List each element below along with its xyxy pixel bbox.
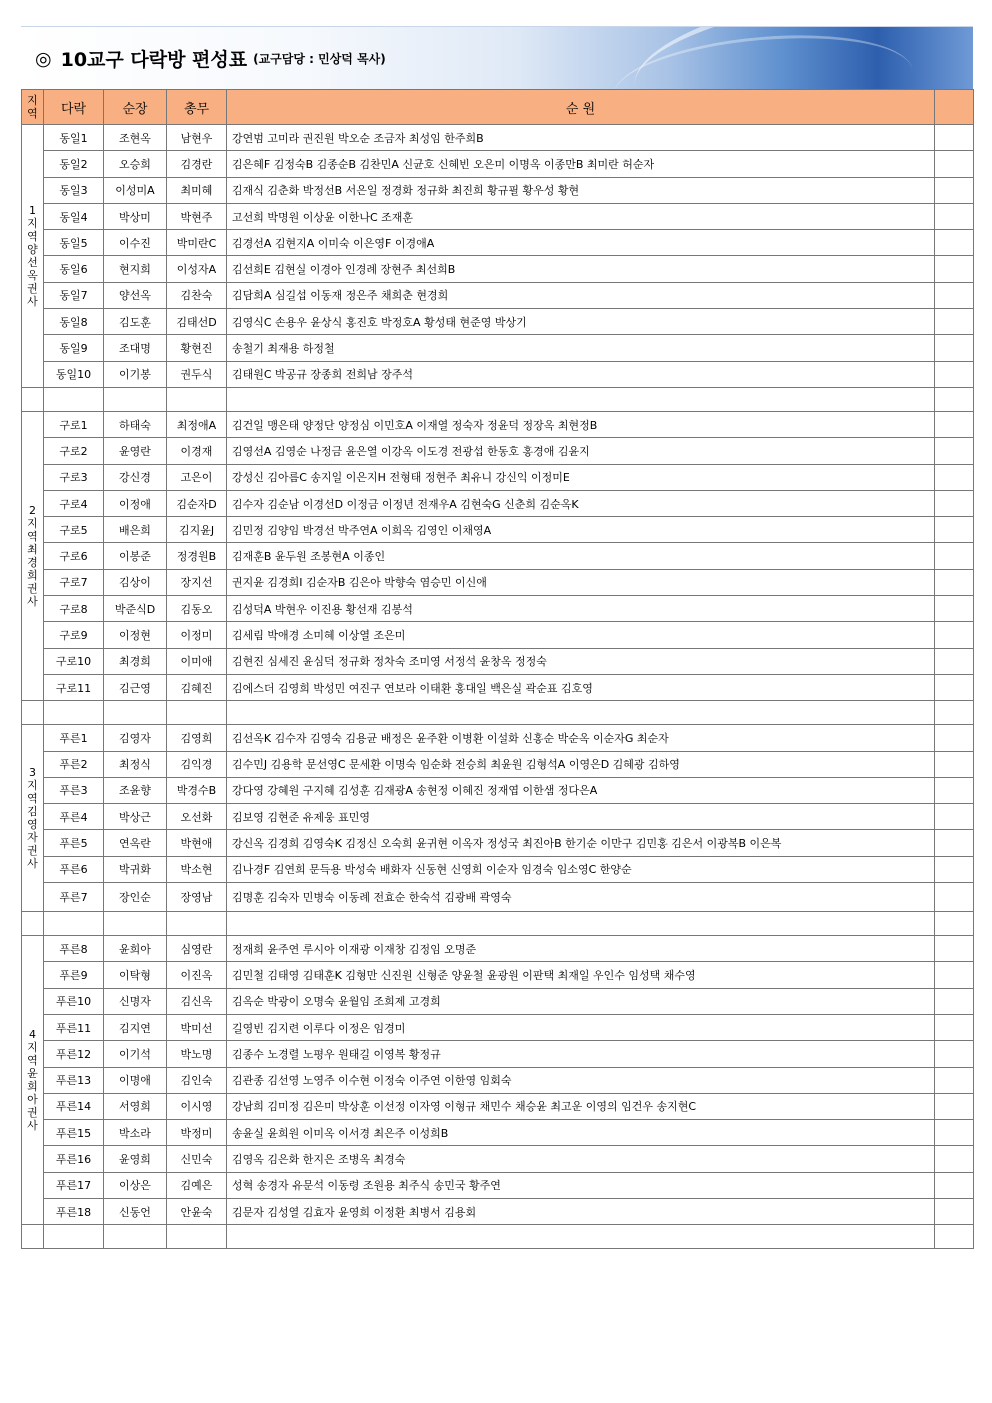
region-label-text: 3 지역 김영자 권사 — [27, 766, 38, 871]
extra-cell — [935, 777, 974, 803]
group-name-cell: 푸른8 — [44, 936, 104, 962]
table-row — [22, 203, 974, 229]
column-header-secretary: 총무 — [167, 90, 227, 125]
secretary-cell: 박미선 — [167, 1014, 227, 1040]
secretary-cell: 이경재 — [167, 438, 227, 464]
secretary-cell: 최정애A — [167, 411, 227, 437]
group-name-cell: 푸른9 — [44, 962, 104, 988]
table-row — [22, 936, 974, 962]
secretary-cell: 김영희 — [167, 725, 227, 751]
table-row — [22, 177, 974, 203]
extra-cell — [935, 883, 974, 912]
blank-cell — [227, 912, 935, 936]
table-row — [22, 569, 974, 595]
leader-cell: 박상미 — [104, 203, 167, 229]
leader-cell: 이봉준 — [104, 543, 167, 569]
blank-cell — [935, 1225, 974, 1249]
double-circle-icon: ◎ — [35, 47, 52, 70]
group-name-cell: 구로9 — [44, 622, 104, 648]
leader-cell: 조대명 — [104, 335, 167, 361]
table-row — [22, 1198, 974, 1224]
secretary-cell: 고은이 — [167, 464, 227, 490]
region-label — [22, 411, 44, 700]
column-header-region: 지역 — [22, 90, 44, 125]
page-title: 10교구 다락방 편성표 — [60, 49, 248, 71]
blank-cell — [167, 701, 227, 725]
members-cell: 김은혜F 김정숙B 김종순B 김찬민A 신균호 신혜빈 오은미 이명옥 이종만B 최미란 허순자 — [227, 151, 935, 177]
blank-cell — [44, 387, 104, 411]
group-name-cell: 푸른5 — [44, 830, 104, 856]
blank-separator-row — [22, 1225, 974, 1249]
table-row — [22, 151, 974, 177]
secretary-cell: 황현진 — [167, 335, 227, 361]
group-name-cell: 동일4 — [44, 203, 104, 229]
secretary-cell: 김경란 — [167, 151, 227, 177]
leader-cell: 연옥란 — [104, 830, 167, 856]
secretary-cell: 김동오 — [167, 596, 227, 622]
leader-cell: 김지연 — [104, 1014, 167, 1040]
members-cell: 길영빈 김지련 이루다 이정은 임경미 — [227, 1014, 935, 1040]
secretary-cell: 장영남 — [167, 883, 227, 912]
secretary-cell: 남현우 — [167, 125, 227, 151]
secretary-cell: 이진옥 — [167, 962, 227, 988]
secretary-cell: 박노명 — [167, 1041, 227, 1067]
blank-cell — [22, 912, 44, 936]
members-cell: 김건일 맹은태 양정단 양정심 이민호A 이재열 정숙자 정윤덕 정장옥 최현정B — [227, 411, 935, 437]
secretary-cell: 심영란 — [167, 936, 227, 962]
group-name-cell: 구로7 — [44, 569, 104, 595]
table-row — [22, 361, 974, 387]
blank-cell — [935, 701, 974, 725]
leader-cell: 박준식D — [104, 596, 167, 622]
group-name-cell: 구로6 — [44, 543, 104, 569]
secretary-cell: 박정미 — [167, 1120, 227, 1146]
table-row — [22, 804, 974, 830]
members-cell: 김에스더 김영희 박성민 여진구 연보라 이태환 홍대일 백은실 곽순표 김호영 — [227, 674, 935, 700]
secretary-cell: 정경원B — [167, 543, 227, 569]
leader-cell: 현지희 — [104, 256, 167, 282]
group-name-cell: 푸른3 — [44, 777, 104, 803]
members-cell: 김민정 김양임 박경선 박주연A 이희옥 김영인 이채영A — [227, 517, 935, 543]
members-cell: 김세림 박애경 소미혜 이상열 조은미 — [227, 622, 935, 648]
secretary-cell: 박현주 — [167, 203, 227, 229]
extra-cell — [935, 674, 974, 700]
extra-cell — [935, 203, 974, 229]
table-row — [22, 125, 974, 151]
secretary-cell: 김익경 — [167, 751, 227, 777]
members-cell: 김옥순 박광이 오명숙 윤월임 조희제 고경희 — [227, 988, 935, 1014]
members-cell: 강연범 고미라 권진원 박오순 조금자 최성임 한주희B — [227, 125, 935, 151]
blank-cell — [104, 701, 167, 725]
group-name-cell: 푸른11 — [44, 1014, 104, 1040]
region-label-text: 4 지역 윤희아 권사 — [27, 1028, 38, 1133]
secretary-cell: 박현애 — [167, 830, 227, 856]
extra-cell — [935, 830, 974, 856]
members-cell: 김종수 노경렬 노평우 원태길 이영복 황정규 — [227, 1041, 935, 1067]
secretary-cell: 박소현 — [167, 856, 227, 882]
extra-cell — [935, 177, 974, 203]
members-cell: 김문자 김성열 김효자 윤영희 이정환 최병서 김용회 — [227, 1198, 935, 1224]
group-name-cell: 푸른15 — [44, 1120, 104, 1146]
table-row — [22, 725, 974, 751]
members-cell: 김담희A 심길섭 이동재 정은주 채희춘 현경희 — [227, 282, 935, 308]
extra-cell — [935, 125, 974, 151]
table-row — [22, 256, 974, 282]
leader-cell: 배은희 — [104, 517, 167, 543]
secretary-cell: 이정미 — [167, 622, 227, 648]
leader-cell: 김상이 — [104, 569, 167, 595]
group-name-cell: 동일5 — [44, 230, 104, 256]
blank-cell — [227, 1225, 935, 1249]
leader-cell: 윤희아 — [104, 936, 167, 962]
table-row — [22, 309, 974, 335]
leader-cell: 강신경 — [104, 464, 167, 490]
secretary-cell: 이시영 — [167, 1093, 227, 1119]
table-row — [22, 438, 974, 464]
extra-cell — [935, 569, 974, 595]
table-row — [22, 1146, 974, 1172]
table-row — [22, 490, 974, 516]
table-row — [22, 988, 974, 1014]
blank-cell — [104, 912, 167, 936]
region-label-text: 1 지역 양선옥 권사 — [27, 203, 38, 308]
table-row — [22, 962, 974, 988]
extra-cell — [935, 725, 974, 751]
members-cell: 김민철 김태영 김태훈K 김형만 신진원 신형준 양윤철 윤광원 이판택 최재일 우인수 임성택 채수영 — [227, 962, 935, 988]
members-cell: 김수민J 김용학 문선영C 문세환 이명숙 임순화 전승희 최윤원 김형석A 이영은D 김혜광 김하영 — [227, 751, 935, 777]
leader-cell: 이탁형 — [104, 962, 167, 988]
table-row — [22, 230, 974, 256]
group-name-cell: 구로8 — [44, 596, 104, 622]
table-row — [22, 411, 974, 437]
extra-cell — [935, 648, 974, 674]
table-row — [22, 751, 974, 777]
members-cell: 김나경F 김연희 문득용 박성숙 배화자 신동현 신영희 이순자 임경숙 임소영C 한양순 — [227, 856, 935, 882]
table-row — [22, 596, 974, 622]
group-name-cell: 동일7 — [44, 282, 104, 308]
extra-cell — [935, 309, 974, 335]
table-row — [22, 856, 974, 882]
extra-cell — [935, 1120, 974, 1146]
secretary-cell: 최미혜 — [167, 177, 227, 203]
leader-cell: 김도훈 — [104, 309, 167, 335]
leader-cell: 박소라 — [104, 1120, 167, 1146]
secretary-cell: 김신옥 — [167, 988, 227, 1014]
table-row — [22, 1093, 974, 1119]
extra-cell — [935, 1014, 974, 1040]
extra-cell — [935, 1146, 974, 1172]
group-name-cell: 푸른10 — [44, 988, 104, 1014]
members-cell: 권지윤 김경희I 김순자B 김은아 박향숙 염승민 이신애 — [227, 569, 935, 595]
column-header-group: 다락 — [44, 90, 104, 125]
table-row — [22, 1120, 974, 1146]
extra-cell — [935, 622, 974, 648]
page-subtitle: (교구담당 : 민상덕 목사) — [253, 52, 386, 66]
extra-cell — [935, 335, 974, 361]
group-roster-table — [21, 89, 974, 1249]
extra-cell — [935, 1067, 974, 1093]
secretary-cell: 안윤숙 — [167, 1198, 227, 1224]
group-name-cell: 푸른16 — [44, 1146, 104, 1172]
members-cell: 김현진 심세진 윤심덕 정규화 정차숙 조미영 서정석 윤창옥 정정숙 — [227, 648, 935, 674]
members-cell: 송철기 최재용 하정철 — [227, 335, 935, 361]
extra-cell — [935, 464, 974, 490]
blank-cell — [167, 912, 227, 936]
group-name-cell: 구로5 — [44, 517, 104, 543]
leader-cell: 윤영희 — [104, 1146, 167, 1172]
blank-separator-row — [22, 387, 974, 411]
extra-cell — [935, 256, 974, 282]
region-label — [22, 125, 44, 388]
secretary-cell: 김지윤J — [167, 517, 227, 543]
table-row — [22, 1041, 974, 1067]
group-name-cell: 푸른12 — [44, 1041, 104, 1067]
members-cell: 김영옥 김은화 한지은 조병옥 최경숙 — [227, 1146, 935, 1172]
members-cell: 김태원C 박공규 장종희 전희남 장주석 — [227, 361, 935, 387]
table-row — [22, 464, 974, 490]
secretary-cell: 이미애 — [167, 648, 227, 674]
extra-cell — [935, 411, 974, 437]
table-row — [22, 1014, 974, 1040]
table-body — [22, 125, 974, 1249]
group-name-cell: 구로3 — [44, 464, 104, 490]
extra-cell — [935, 804, 974, 830]
group-name-cell: 푸른7 — [44, 883, 104, 912]
extra-cell — [935, 1093, 974, 1119]
leader-cell: 윤영란 — [104, 438, 167, 464]
secretary-cell: 김찬숙 — [167, 282, 227, 308]
blank-cell — [935, 387, 974, 411]
group-name-cell: 푸른6 — [44, 856, 104, 882]
members-cell: 김수자 김순남 이경선D 이정금 이정년 전재우A 김현숙G 신춘희 김순옥K — [227, 490, 935, 516]
extra-cell — [935, 361, 974, 387]
blank-cell — [22, 1225, 44, 1249]
leader-cell: 김근영 — [104, 674, 167, 700]
table-header-row — [22, 90, 974, 125]
leader-cell: 신동언 — [104, 1198, 167, 1224]
blank-separator-row — [22, 912, 974, 936]
extra-cell — [935, 936, 974, 962]
region-label — [22, 936, 44, 1225]
leader-cell: 조현옥 — [104, 125, 167, 151]
table-row — [22, 883, 974, 912]
leader-cell: 이정현 — [104, 622, 167, 648]
extra-cell — [935, 856, 974, 882]
blank-cell — [44, 701, 104, 725]
extra-cell — [935, 230, 974, 256]
group-name-cell: 구로1 — [44, 411, 104, 437]
table-row — [22, 282, 974, 308]
group-name-cell: 푸른17 — [44, 1172, 104, 1198]
secretary-cell: 김예은 — [167, 1172, 227, 1198]
group-name-cell: 동일1 — [44, 125, 104, 151]
blank-cell — [227, 701, 935, 725]
blank-cell — [22, 387, 44, 411]
leader-cell: 이수진 — [104, 230, 167, 256]
secretary-cell: 김순자D — [167, 490, 227, 516]
secretary-cell: 김인숙 — [167, 1067, 227, 1093]
members-cell: 김영식C 손용우 윤상식 홍진호 박정호A 황성태 현준영 박상기 — [227, 309, 935, 335]
leader-cell: 최경희 — [104, 648, 167, 674]
extra-cell — [935, 962, 974, 988]
leader-cell: 조윤향 — [104, 777, 167, 803]
leader-cell: 서영희 — [104, 1093, 167, 1119]
leader-cell: 오승희 — [104, 151, 167, 177]
table-row — [22, 777, 974, 803]
group-name-cell: 동일2 — [44, 151, 104, 177]
group-name-cell: 구로11 — [44, 674, 104, 700]
members-cell: 김성덕A 박현우 이진용 황선재 김봉석 — [227, 596, 935, 622]
members-cell: 강다영 강혜원 구지혜 김성훈 김재광A 송현정 이혜진 정재엽 이한샘 정다은A — [227, 777, 935, 803]
blank-cell — [44, 1225, 104, 1249]
group-name-cell: 동일6 — [44, 256, 104, 282]
leader-cell: 하태숙 — [104, 411, 167, 437]
leader-cell: 최정식 — [104, 751, 167, 777]
table-row — [22, 543, 974, 569]
group-name-cell: 구로10 — [44, 648, 104, 674]
members-cell: 성혁 송경자 유문석 이동령 조원용 최주식 송민국 황주연 — [227, 1172, 935, 1198]
leader-cell: 이정애 — [104, 490, 167, 516]
blank-cell — [935, 912, 974, 936]
group-name-cell: 동일10 — [44, 361, 104, 387]
blank-cell — [167, 1225, 227, 1249]
extra-cell — [935, 1041, 974, 1067]
blank-separator-row — [22, 701, 974, 725]
members-cell: 김보영 김현준 유제웅 표민영 — [227, 804, 935, 830]
group-name-cell: 푸른1 — [44, 725, 104, 751]
secretary-cell: 이성자A — [167, 256, 227, 282]
secretary-cell: 김태선D — [167, 309, 227, 335]
group-name-cell: 구로4 — [44, 490, 104, 516]
group-name-cell: 푸른2 — [44, 751, 104, 777]
members-cell: 김영선A 김영순 나정금 윤은열 이강옥 이도경 전광섭 한동호 홍경애 김윤지 — [227, 438, 935, 464]
blank-cell — [227, 387, 935, 411]
leader-cell: 양선옥 — [104, 282, 167, 308]
leader-cell: 김영자 — [104, 725, 167, 751]
members-cell: 강남희 김미정 김은미 박상훈 이선정 이자영 이형규 채민수 채승윤 최고운 이영의 임건우 송지현C — [227, 1093, 935, 1119]
leader-cell: 이기봉 — [104, 361, 167, 387]
leader-cell: 이기석 — [104, 1041, 167, 1067]
table-row — [22, 622, 974, 648]
members-cell: 송윤실 윤희원 이미옥 이서경 최은주 이성희B — [227, 1120, 935, 1146]
members-cell: 고선희 박명원 이상윤 이한나C 조재훈 — [227, 203, 935, 229]
members-cell: 김명훈 김숙자 민병숙 이동례 전효순 한숙석 김광배 곽영숙 — [227, 883, 935, 912]
group-name-cell: 푸른13 — [44, 1067, 104, 1093]
members-cell: 김선옥K 김수자 김영숙 김용균 배정은 윤주환 이병환 이설화 신홍순 박순옥 이순자G 최순자 — [227, 725, 935, 751]
table-row — [22, 648, 974, 674]
leader-cell: 신명자 — [104, 988, 167, 1014]
group-name-cell: 구로2 — [44, 438, 104, 464]
group-name-cell: 동일9 — [44, 335, 104, 361]
extra-cell — [935, 751, 974, 777]
extra-cell — [935, 1198, 974, 1224]
leader-cell: 박귀화 — [104, 856, 167, 882]
table-row — [22, 1067, 974, 1093]
title-row — [35, 45, 386, 72]
secretary-cell: 장지선 — [167, 569, 227, 595]
secretary-cell: 김혜진 — [167, 674, 227, 700]
leader-cell: 박상근 — [104, 804, 167, 830]
secretary-cell: 신민숙 — [167, 1146, 227, 1172]
group-name-cell: 푸른14 — [44, 1093, 104, 1119]
members-cell: 강신옥 김경희 김영숙K 김정신 오숙희 윤귀현 이옥자 정성국 최진아B 한기순 이만구 김민홍 김은서 이광복B 이은복 — [227, 830, 935, 856]
leader-cell: 이상은 — [104, 1172, 167, 1198]
region-label-text: 2 지역 최경희 권사 — [27, 504, 38, 609]
table-row — [22, 674, 974, 700]
column-header-members: 순 원 — [227, 90, 935, 125]
table-row — [22, 830, 974, 856]
leader-cell: 이성미A — [104, 177, 167, 203]
members-cell: 강성신 김아름C 송지일 이은지H 전형태 정현주 최유니 강신익 이정미E — [227, 464, 935, 490]
column-header-leader: 순장 — [104, 90, 167, 125]
extra-cell — [935, 151, 974, 177]
extra-cell — [935, 596, 974, 622]
secretary-cell: 박경수B — [167, 777, 227, 803]
secretary-cell: 권두식 — [167, 361, 227, 387]
table-row — [22, 335, 974, 361]
column-header-extra — [935, 90, 974, 125]
group-name-cell: 동일3 — [44, 177, 104, 203]
blank-cell — [22, 701, 44, 725]
blank-cell — [104, 387, 167, 411]
members-cell: 김경선A 김현지A 이미숙 이은영F 이경애A — [227, 230, 935, 256]
members-cell: 김재훈B 윤두원 조봉현A 이종인 — [227, 543, 935, 569]
group-name-cell: 푸른4 — [44, 804, 104, 830]
extra-cell — [935, 282, 974, 308]
extra-cell — [935, 988, 974, 1014]
members-cell: 김관종 김선영 노영주 이수현 이정숙 이주연 이한영 임회숙 — [227, 1067, 935, 1093]
blank-cell — [167, 387, 227, 411]
extra-cell — [935, 517, 974, 543]
group-name-cell: 동일8 — [44, 309, 104, 335]
members-cell: 김선희E 김현실 이경아 인경례 장현주 최선희B — [227, 256, 935, 282]
extra-cell — [935, 1172, 974, 1198]
region-label — [22, 725, 44, 912]
secretary-cell: 박미란C — [167, 230, 227, 256]
extra-cell — [935, 543, 974, 569]
table-row — [22, 517, 974, 543]
table-row — [22, 1172, 974, 1198]
group-name-cell: 푸른18 — [44, 1198, 104, 1224]
extra-cell — [935, 438, 974, 464]
blank-cell — [104, 1225, 167, 1249]
leader-cell: 이명애 — [104, 1067, 167, 1093]
members-cell: 정재희 윤주연 루시아 이재광 이재창 김정임 오명준 — [227, 936, 935, 962]
members-cell: 김재식 김춘화 박정선B 서은일 정경화 정규화 최진희 황규필 황우성 황현 — [227, 177, 935, 203]
extra-cell — [935, 490, 974, 516]
title-banner — [21, 26, 973, 89]
blank-cell — [44, 912, 104, 936]
leader-cell: 장인순 — [104, 883, 167, 912]
secretary-cell: 오선화 — [167, 804, 227, 830]
